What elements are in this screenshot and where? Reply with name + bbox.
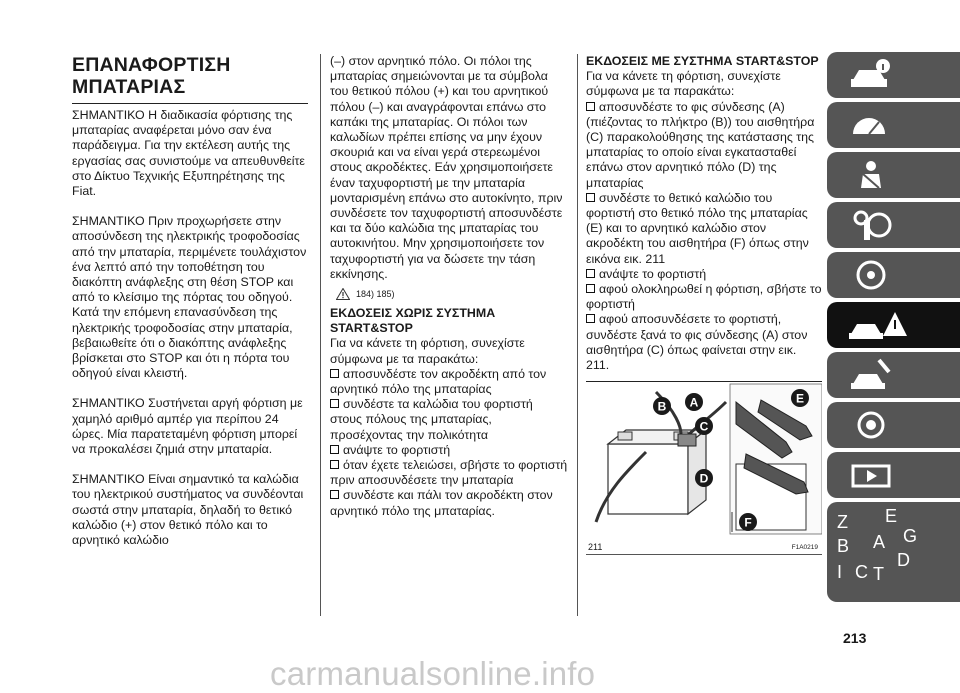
car-info-icon [849,58,893,92]
svg-text:I: I [837,562,843,582]
steering-wheel-icon [849,258,893,292]
column-2 [330,54,568,519]
list-item: ανάψτε το φορτιστή [586,267,822,282]
tab-car-info[interactable] [827,52,960,98]
heading-with-start-stop: ΕΚΔΟΣΕΙΣ ΜΕ ΣΥΣΤΗΜΑ START&STOP [586,54,819,68]
column-divider [320,54,321,616]
callout-a [685,393,703,411]
technical-data-icon [849,408,893,442]
list-item: αποσυνδέστε το φις σύνδεσης (A) (πιέζοντας το πλήκτρο (B)) του αισθητήρα (C) παρακολούθησης της κατάστασης της μπαταρίας το οποίο είναι εγκατασταθεί επάνω στον αρνητικό πόλο (D) της μπαταρίας [586,99,815,190]
list-item: συνδέστε και πάλι τον ακροδέκτη στον αρνητικό πόλο της μπαταρίας. [330,488,553,518]
paragraph-important-1: ΣΗΜΑΝΤΙΚΟ Η διαδικασία φόρτισης της μπαταρίας αναφέρεται μόνο σαν ένα παράδειγμα. Για την εκτέλεση αυτής της εργασίας σας συνιστούμε να απευθυνθείτε στο Δίκτυο Τεχνικής Εξυπηρέτησης της Fiat. [72,108,305,199]
watermark: carmanualsonline.info [270,655,596,692]
tab-dashboard[interactable] [827,102,960,148]
list-item: συνδέστε τα καλώδια του φορτιστή στους πόλους της μπαταρίας, προσέχοντας την πολικότητα [330,397,533,442]
list-item: ανάψτε το φορτιστή [330,443,568,458]
section-title: ΕΠΑΝΑΦΟΡΤΙΣΗ ΜΠΑΤΑΡΙΑΣ [72,54,308,104]
callout-f [739,513,757,531]
list-item: αφού ολοκληρωθεί η φόρτιση, σβήστε το φορτιστή [586,282,822,312]
maintenance-icon [849,358,893,392]
warning-refs-text: 184) 185) [356,289,395,300]
tab-safety[interactable] [827,152,960,198]
tab-starting[interactable] [827,202,960,248]
callout-c [695,417,713,435]
battery-illustration [586,382,822,554]
svg-text:A: A [689,395,699,410]
figure-battery-charging [586,381,822,555]
warning-references [336,288,568,300]
tab-technical-data[interactable] [827,402,960,448]
checkbox-bullet-icon [586,314,595,323]
svg-text:A: A [873,532,886,552]
checkbox-bullet-icon [330,460,339,469]
svg-text:B: B [657,399,667,414]
page-number: 213 [843,630,867,646]
callout-e [791,389,809,407]
column-1 [72,54,308,548]
svg-text:T: T [873,564,884,584]
callout-d [695,469,713,487]
paragraph-important-3: ΣΗΜΑΝΤΙΚΟ Συστήνεται αργή φόρτιση με χαμηλό αριθμό αμπέρ για περίπου 24 ώρες. Μία παρατεταμένη φόρτιση μπορεί να προκαλέσει ζημιά στην μπαταρία. [72,396,303,457]
paragraph-continued: (–) στον αρνητικό πόλο. Οι πόλοι της μπαταρίας σημειώνονται με τα σύμβολα του θετικού πόλου (+) και του αρνητικού πόλου (–) και αναγράφονται επάνω στο καπάκι της μπαταρίας. Οι πόλοι των καλωδίων πρέπει επίσης να μην έχουν σκουριά και να είναι γερά στερεωμένοι στους ακροδέκτες. Εάν χρησιμοποιήσετε έναν ταχυφορτιστή με την μπαταρία μονταρισμένη επάνω στο αυτοκίνητο, πριν συνδέσετε τον ταχυφορτιστή αποσυνδέστε και τα δύο καλώδια της μπαταρίας του αυτοκινήτου. Μην χρησιμοποιήσετε τον ταχυφορτιστή για να δώσετε την τάση εκκίνησης. [330,54,563,281]
checkbox-bullet-icon [586,193,595,202]
list-item: αφού αποσυνδέσετε το φορτιστή, συνδέστε ξανά το φις σύνδεσης (A) στον αισθητήρα (C) όπως φαίνεται στην εικ. 211. [586,312,808,373]
callout-b [653,397,671,415]
tab-multimedia[interactable] [827,452,960,498]
svg-text:C: C [855,562,868,582]
intro-text: Για να κάνετε τη φόρτιση, συνεχίστε σύμφωνα με τα παρακάτω: [586,69,781,99]
safety-icon [849,158,893,192]
paragraph-important-2: ΣΗΜΑΝΤΙΚΟ Πριν προχωρήσετε στην αποσύνδεση της ηλεκτρικής τροφοδοσίας από την μπαταρία, περιμένετε τουλάχιστον ένα λεπτό από την τοποθέτηση του διακόπτη ανάφλεξης στη θέση STOP και από το κλείσιμο της πόρτας του οδηγού. Κατά την επόμενη επανασύνδεση της ηλεκτρικής τροφοδοσίας στην μπαταρία, βεβαιωθείτε ότι ο διακόπτης ανάφλεξης βρίσκεται στο STOP και ότι η πόρτα του οδηγού είναι κλειστή. [72,214,307,381]
paragraph-important-4: ΣΗΜΑΝΤΙΚΟ Είναι σημαντικό τα καλώδια του ηλεκτρικού συστήματος να συνδέονται σωστά στην μπαταρία, δηλαδή το θετικό καλώδιο (+) στον θετικό πόλο και το αρνητικό καλώδιο [72,472,304,548]
checkbox-bullet-icon [330,445,339,454]
emergency-icon [849,308,909,342]
tab-emergency[interactable] [827,302,960,348]
key-start-icon [849,208,893,242]
svg-text:E: E [885,508,898,526]
svg-text:Z: Z [837,512,848,532]
column-divider [577,54,578,616]
checkbox-bullet-icon [330,399,339,408]
figure-number: 211 [588,542,603,553]
svg-text:C: C [699,419,709,434]
warning-triangle-icon [336,288,350,300]
intro-text: Για να κάνετε τη φόρτιση, συνεχίστε σύμφωνα με τα παρακάτω: [330,336,525,366]
index-icon [833,508,933,598]
svg-text:D: D [699,471,709,486]
tab-index[interactable] [827,502,960,602]
list-item: όταν έχετε τελειώσει, σβήστε το φορτιστή πριν αποσυνδέσετε την μπαταρία [330,458,568,488]
svg-text:B: B [837,536,850,556]
column-3 [586,54,822,555]
heading-without-start-stop: ΕΚΔΟΣΕΙΣ ΧΩΡΙΣ ΣΥΣΤΗΜΑ START&STOP [330,306,496,336]
svg-text:E: E [795,391,805,406]
svg-text:G: G [903,526,918,546]
figure-code: F1A0219 [791,544,818,552]
checkbox-bullet-icon [586,102,595,111]
tab-steering[interactable] [827,252,960,298]
checkbox-bullet-icon [330,369,339,378]
list-item: συνδέστε το θετικό καλώδιο του φορτιστή στο θετικό πόλο της μπαταρίας (E) και το αρνητικό καλώδιο στον ακροδέκτη του αισθητήρα (F) όπως στην εικόνα εικ. 211 [586,190,809,266]
list-item: αποσυνδέστε τον ακροδέκτη από τον αρνητικό πόλο της μπαταρίας [330,366,547,397]
checkbox-bullet-icon [586,284,595,293]
dashboard-icon [849,108,893,142]
svg-text:F: F [744,515,752,530]
tab-maintenance[interactable] [827,352,960,398]
checkbox-bullet-icon [586,269,595,278]
checkbox-bullet-icon [330,490,339,499]
svg-text:D: D [897,550,910,570]
multimedia-icon [849,458,893,492]
